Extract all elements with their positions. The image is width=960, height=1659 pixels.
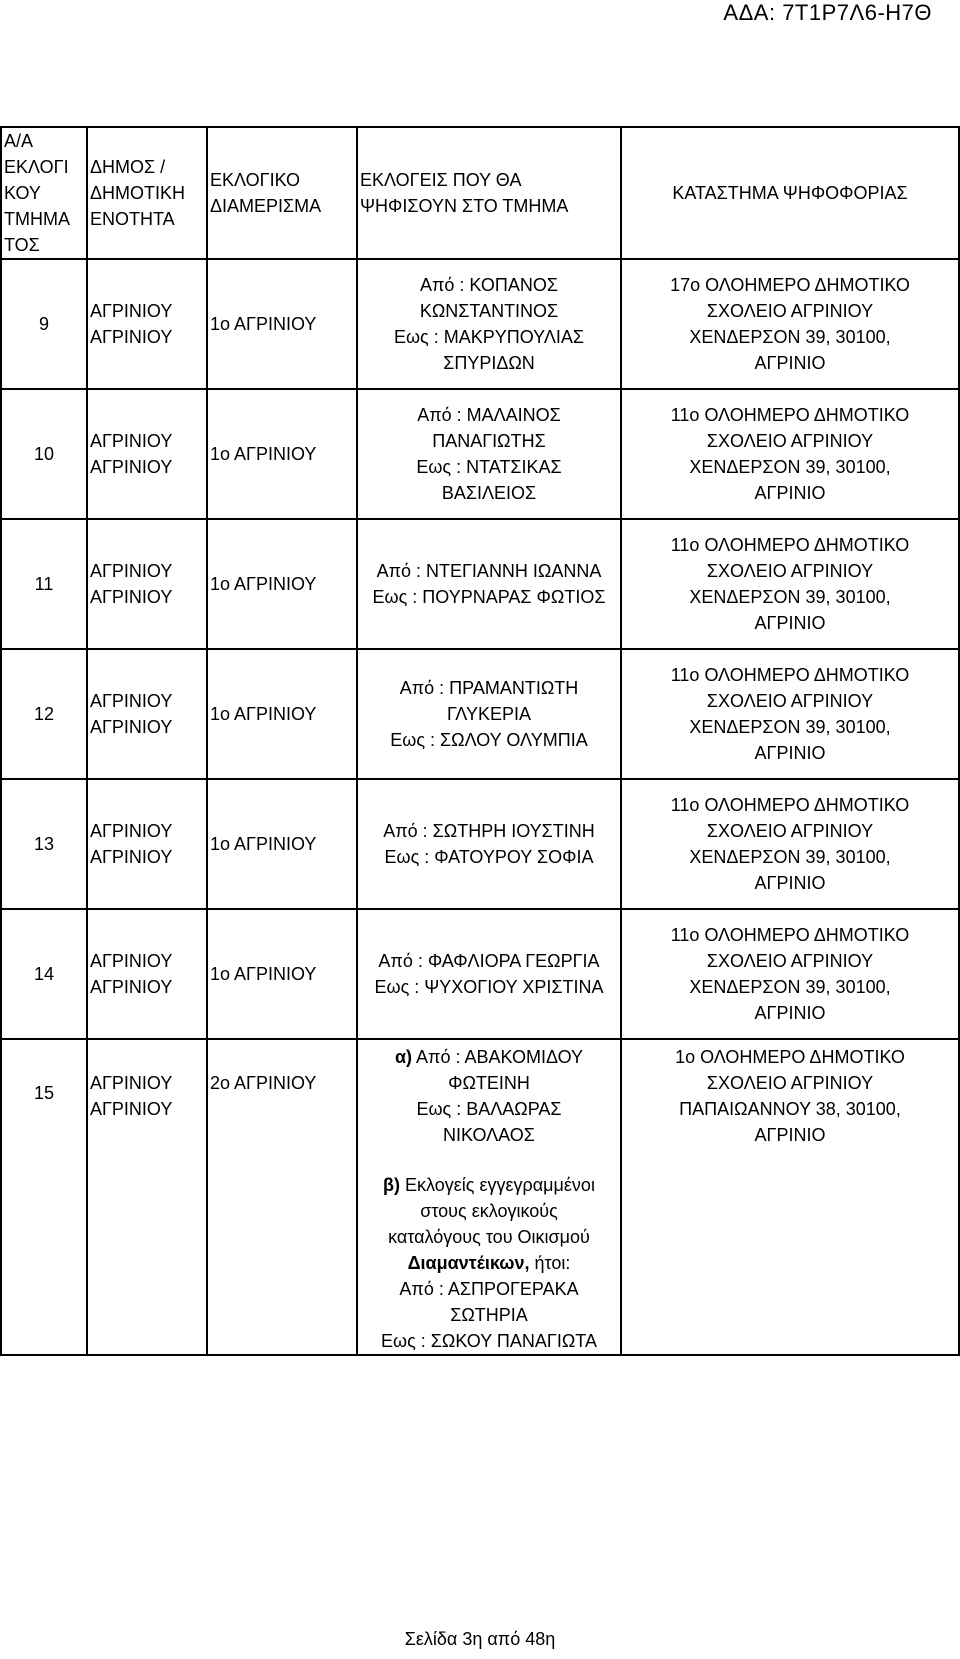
table-row: [1, 779, 959, 909]
station-cell: 11ο ΟΛΟΗΜΕΡΟ ΔΗΜΟΤΙΚΟ ΣΧΟΛΕΙΟ ΑΓΡΙΝΙΟΥ ΧΕΝΔΕΡΣΟΝ 39, 30100, ΑΓΡΙΝΙΟ: [621, 779, 959, 909]
section-number: 13: [1, 779, 87, 909]
table-row: [1, 649, 959, 779]
section-number: 9: [1, 259, 87, 389]
voters-cell: Από : ΠΡΑΜΑΝΤΙΩΤΗ ΓΛΥΚΕΡΙΑ Εως : ΣΩΛΟΥ ΟΛΥΜΠΙΑ: [357, 649, 621, 779]
settlement-line: Διαμαντέικων, ήτοι:: [407, 1253, 571, 1273]
section-number: 10: [1, 389, 87, 519]
section-number: 14: [1, 909, 87, 1039]
part-a-first-line: α) Από : ΑΒΑΚΟΜΙΔΟΥ: [394, 1047, 584, 1067]
part-b-marker: β): [383, 1175, 401, 1195]
voters-cell: α) Από : ΑΒΑΚΟΜΙΔΟΥ ΦΩΤΕΙΝΗ Εως : ΒΑΛΑΩΡΑΣ ΝΙΚΟΛΑΟΣ β) Εκλογείς εγγεγραμμένοι στους εκλογικούς καταλόγους του Οικισμού Διαμαντέικων, ήτοι: Από : ΑΣΠΡΟΓΕΡΑΚΑ ΣΩΤΗΡΙΑ Εως : ΣΩΚΟΥ ΠΑΝΑΓΙΩΤΑ: [357, 1039, 621, 1355]
district-cell: 2ο ΑΓΡΙΝΙΟΥ: [207, 1039, 357, 1355]
district-cell: 1ο ΑΓΡΙΝΙΟΥ: [207, 779, 357, 909]
table-row: [1, 909, 959, 1039]
voters-cell: Από : ΜΑΛΑΙΝΟΣ ΠΑΝΑΓΙΩΤΗΣ Εως : ΝΤΑΤΣΙΚΑΣ ΒΑΣΙΛΕΙΟΣ: [357, 389, 621, 519]
table-row: [1, 1039, 959, 1355]
station-cell: 1ο ΟΛΟΗΜΕΡΟ ΔΗΜΟΤΙΚΟ ΣΧΟΛΕΙΟ ΑΓΡΙΝΙΟΥ ΠΑΠΑΙΩΑΝΝΟΥ 38, 30100, ΑΓΡΙΝΙΟ: [621, 1039, 959, 1355]
header-section-number: Α/Α ΕΚΛΟΓΙ ΚΟΥ ΤΜΗΜΑ ΤΟΣ: [1, 127, 87, 259]
municipality-cell: ΑΓΡΙΝΙΟΥ ΑΓΡΙΝΙΟΥ: [87, 389, 207, 519]
district-cell: 1ο ΑΓΡΙΝΙΟΥ: [207, 389, 357, 519]
header-electoral-district: ΕΚΛΟΓΙΚΟ ΔΙΑΜΕΡΙΣΜΑ: [207, 127, 357, 259]
station-cell: 17ο ΟΛΟΗΜΕΡΟ ΔΗΜΟΤΙΚΟ ΣΧΟΛΕΙΟ ΑΓΡΙΝΙΟΥ ΧΕΝΔΕΡΣΟΝ 39, 30100, ΑΓΡΙΝΙΟ: [621, 259, 959, 389]
header-voters: ΕΚΛΟΓΕΙΣ ΠΟΥ ΘΑ ΨΗΦΙΣΟΥΝ ΣΤΟ ΤΜΗΜΑ: [357, 127, 621, 259]
municipality-cell: ΑΓΡΙΝΙΟΥ ΑΓΡΙΝΙΟΥ: [87, 259, 207, 389]
header-municipality: ΔΗΜΟΣ / ΔΗΜΟΤΙΚΗ ΕΝΟΤΗΤΑ: [87, 127, 207, 259]
header-polling-station: ΚΑΤΑΣΤΗΜΑ ΨΗΦΟΦΟΡΙΑΣ: [621, 127, 959, 259]
ada-code: ΑΔΑ: 7Τ1Ρ7Λ6-Η7Θ: [723, 0, 932, 25]
voters-cell: Από : ΝΤΕΓΙΑΝΝΗ ΙΩΑΝΝΑ Εως : ΠΟΥΡΝΑΡΑΣ ΦΩΤΙΟΣ: [357, 519, 621, 649]
municipality-cell: ΑΓΡΙΝΙΟΥ ΑΓΡΙΝΙΟΥ: [87, 1039, 207, 1355]
section-number: 12: [1, 649, 87, 779]
table-header-row: [1, 127, 959, 259]
settlement-name: Διαμαντέικων,: [407, 1253, 530, 1273]
station-cell: 11ο ΟΛΟΗΜΕΡΟ ΔΗΜΟΤΙΚΟ ΣΧΟΛΕΙΟ ΑΓΡΙΝΙΟΥ ΧΕΝΔΕΡΣΟΝ 39, 30100, ΑΓΡΙΝΙΟ: [621, 389, 959, 519]
municipality-cell: ΑΓΡΙΝΙΟΥ ΑΓΡΙΝΙΟΥ: [87, 779, 207, 909]
part-b-first-line: β) Εκλογείς εγγεγραμμένοι: [383, 1175, 595, 1195]
table-row: [1, 519, 959, 649]
municipality-cell: ΑΓΡΙΝΙΟΥ ΑΓΡΙΝΙΟΥ: [87, 519, 207, 649]
section-number: 11: [1, 519, 87, 649]
station-cell: 11ο ΟΛΟΗΜΕΡΟ ΔΗΜΟΤΙΚΟ ΣΧΟΛΕΙΟ ΑΓΡΙΝΙΟΥ ΧΕΝΔΕΡΣΟΝ 39, 30100, ΑΓΡΙΝΙΟ: [621, 909, 959, 1039]
municipality-cell: ΑΓΡΙΝΙΟΥ ΑΓΡΙΝΙΟΥ: [87, 909, 207, 1039]
table-row: [1, 389, 959, 519]
spacer: [360, 1148, 618, 1172]
voters-cell: Από : ΚΟΠΑΝΟΣ ΚΩΝΣΤΑΝΤΙΝΟΣ Εως : ΜΑΚΡΥΠΟΥΛΙΑΣ ΣΠΥΡΙΔΩΝ: [357, 259, 621, 389]
district-cell: 1ο ΑΓΡΙΝΙΟΥ: [207, 649, 357, 779]
polling-stations-table: [0, 126, 960, 1356]
voters-cell: Από : ΦΑΦΛΙΟΡΑ ΓΕΩΡΓΙΑ Εως : ΨΥΧΟΓΙΟΥ ΧΡΙΣΤΙΝΑ: [357, 909, 621, 1039]
district-cell: 1ο ΑΓΡΙΝΙΟΥ: [207, 519, 357, 649]
station-cell: 11ο ΟΛΟΗΜΕΡΟ ΔΗΜΟΤΙΚΟ ΣΧΟΛΕΙΟ ΑΓΡΙΝΙΟΥ ΧΕΝΔΕΡΣΟΝ 39, 30100, ΑΓΡΙΝΙΟ: [621, 649, 959, 779]
municipality-cell: ΑΓΡΙΝΙΟΥ ΑΓΡΙΝΙΟΥ: [87, 649, 207, 779]
voters-cell: Από : ΣΩΤΗΡΗ ΙΟΥΣΤΙΝΗ Εως : ΦΑΤΟΥΡΟΥ ΣΟΦΙΑ: [357, 779, 621, 909]
part-a-marker: α): [394, 1047, 413, 1067]
section-number: 15: [1, 1039, 87, 1355]
station-cell: 11ο ΟΛΟΗΜΕΡΟ ΔΗΜΟΤΙΚΟ ΣΧΟΛΕΙΟ ΑΓΡΙΝΙΟΥ ΧΕΝΔΕΡΣΟΝ 39, 30100, ΑΓΡΙΝΙΟ: [621, 519, 959, 649]
district-cell: 1ο ΑΓΡΙΝΙΟΥ: [207, 259, 357, 389]
district-cell: 1ο ΑΓΡΙΝΙΟΥ: [207, 909, 357, 1039]
table-row: [1, 259, 959, 389]
page-number: Σελίδα 3η από 48η: [404, 1629, 556, 1649]
